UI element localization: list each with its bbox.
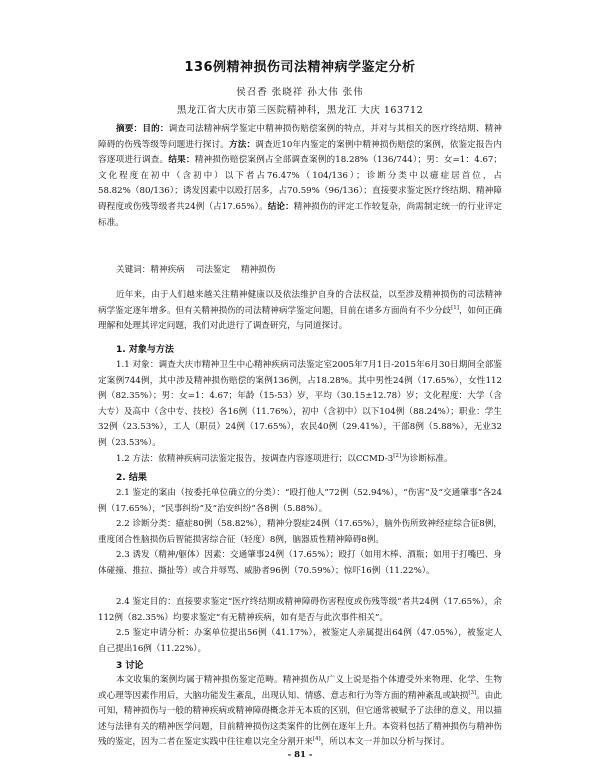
results-text: 精神损伤赔偿案例占全部调查案例的18.28%（136/744）；男：女=1：4.67；文化程度在初中（含初中）以下者占76.47%（104/136）；诊断分类中以癔症居首位，占58.82%（80/136）；诱发因素中以殴打居多，占70.59%（96/136）；直接要求鉴定医疗终结期、精神障碍程度或伤残等级者共24例（占17.65%）。 [98,155,502,212]
page-number: - 81 - [287,750,313,760]
abstract-label: 摘要： [116,124,143,134]
ccmd-citation: [2] [393,453,402,460]
methods-label: 方法： [229,139,256,150]
discussion-citation-4: [4] [312,736,321,743]
keywords-items: 精神疾病 司法鉴定 精神损伤 [150,265,276,275]
article-title: 136例精神损伤司法精神病学鉴定分析 [184,60,416,75]
affiliation: 黑龙江省大庆市第三医院精神科，黑龙江 大庆 163712 [176,105,424,116]
section-2-5: 2.5 鉴定申请分析：办案单位提出56例（41.17%），被鉴定人亲属提出64例（47.05%），被鉴定人自己提出16例（11.22%）。 [98,628,502,654]
discussion [98,673,502,751]
section-2-2: 2.2 诊断分类：癔症80例（58.82%），精神分裂症24例（17.65%），脑外伤所致神经症综合征8例，重度闭合性脑损伤后智能损害综合征（轻度）8例，脑器质性精神障碍8例。 [98,519,502,545]
conclusion-text: 精神损伤的评定工作较复杂，尚需制定统一的行业评定标准。 [98,201,502,228]
subsection-1-1-text: 调查大庆市精神卫生中心精神疾病司法鉴定室2005年7月1日-2015年6月30日期间全部鉴定案例744例，其中涉及精神损伤赔偿的案例136例，占18.28%。其中男性24例（17.65%），女性112例（82.35%）；男：女=1：4.67；年龄（15-53）岁，平均（30.15±12.78）岁；文化程度：大学（含大专）及高中（含中专、技校）各16例（11.76%），初中（含初中）以下104例（88.24%）；职业：学生32例（23.53%），工人（职员）24例（17.65%），农民40例（29.41%），干部8例（5.88%），无业32例（23.53%）。 [98,360,503,448]
intro-citation: [1] [451,304,459,311]
subsection-1-1-label: 1.1 对象： [116,360,159,370]
subsection-1-2-text-b: 为诊断标准。 [401,454,453,464]
methods-text: 调查近10年内鉴定的案例中精神损伤赔偿的案例，依鉴定报告内容逐项进行调查。 [98,139,502,166]
section-1-1 [98,358,502,452]
discussion-text-b: 。由此可知，精神损伤与一般的精神疾病或精神障碍概念并无本质的区别，但它通常被赋予了法律的意义，用以描述与法律有关的精神医学问题，目前精神损伤这类案件的比例在逐年上升。本资料包括了精神损伤与精神伤残的鉴定，因为二者在鉴定实践中往往难以完全分割开来 [98,690,502,748]
section-2-4: 2.4 鉴定目的：直接要求鉴定“医疗终结期或精神障碍伤害程度或伤残等级”者共24例（17.65%），余112例（82.35%）均要求鉴定“有无精神疾病，如有是否与此次事件相关”。 [98,597,502,623]
introduction [98,288,502,335]
keywords-label: 关键词： [116,265,151,275]
discussion-text-a: 本文收集的案例均属于精神损伤鉴定范畴。精神损伤从广义上说是指个体遭受外来物理、化学、生物或心理等因素作用后，大脑功能发生紊乱，出现认知、情感、意志和行为等方面的精神紊乱或缺损 [98,675,502,701]
subsection-1-2-text-a: 依精神疾病司法鉴定报告，按调查内容逐项进行；以CCMD-3 [158,454,394,464]
abstract [98,122,502,231]
discussion-citation-3: [3] [468,689,477,696]
subsection-1-2-label: 1.2 方法： [116,454,159,464]
section-2-3: 2.3 诱发（精神/躯体）因素：交通肇事24例（17.65%）；殴打（如用木棒、酒瓶；如用于打嘴巴、身体碰撞、推拉、撕扯等）或合并辱骂、威胁者96例（70.59%）；惊吓16例（11.22%）。 [98,550,502,576]
keywords [116,263,275,275]
discussion-text-c: ，所以本文一并加以分析与探讨。 [320,737,450,748]
intro-text-a: 近年来，由于人们越来越关注精神健康以及依法维护自身的合法权益，以至涉及精神损伤的司法精神病学鉴定逐年增多。但有关精神损伤的司法精神病学鉴定问题，目前在诸多方面尚有不少分歧 [98,290,502,316]
section-3-heading: 3 讨论 [116,661,144,671]
section-2-1: 2.1 鉴定的案由（按委托单位确立的分类）：“殴打他人”72例（52.94%），“伤害”及“交通肇事”各24例（17.65%），“民事纠纷”及“治安纠纷”各8例（5.88%）。 [98,488,502,514]
section-2-heading: 2. 结果 [116,473,147,483]
section-1-heading: 1. 对象与方法 [116,345,174,355]
results-label: 结果： [168,155,195,166]
objective-label: 目的： [142,124,169,134]
conclusion-label: 结论： [267,201,294,212]
objective-text: 调查司法精神病学鉴定中精神损伤赔偿案例的特点，并对与其相关的医疗终结期、精神障碍的伤残等级等问题进行探讨。 [98,124,502,150]
intro-text-b: ，如何正确理解和处理其评定问题，我们对此进行了调查研究，与同道探讨。 [98,305,502,332]
author-list: 侯召香 张晓祥 孙大伟 张伟 [236,87,364,98]
section-1-2 [98,452,502,468]
